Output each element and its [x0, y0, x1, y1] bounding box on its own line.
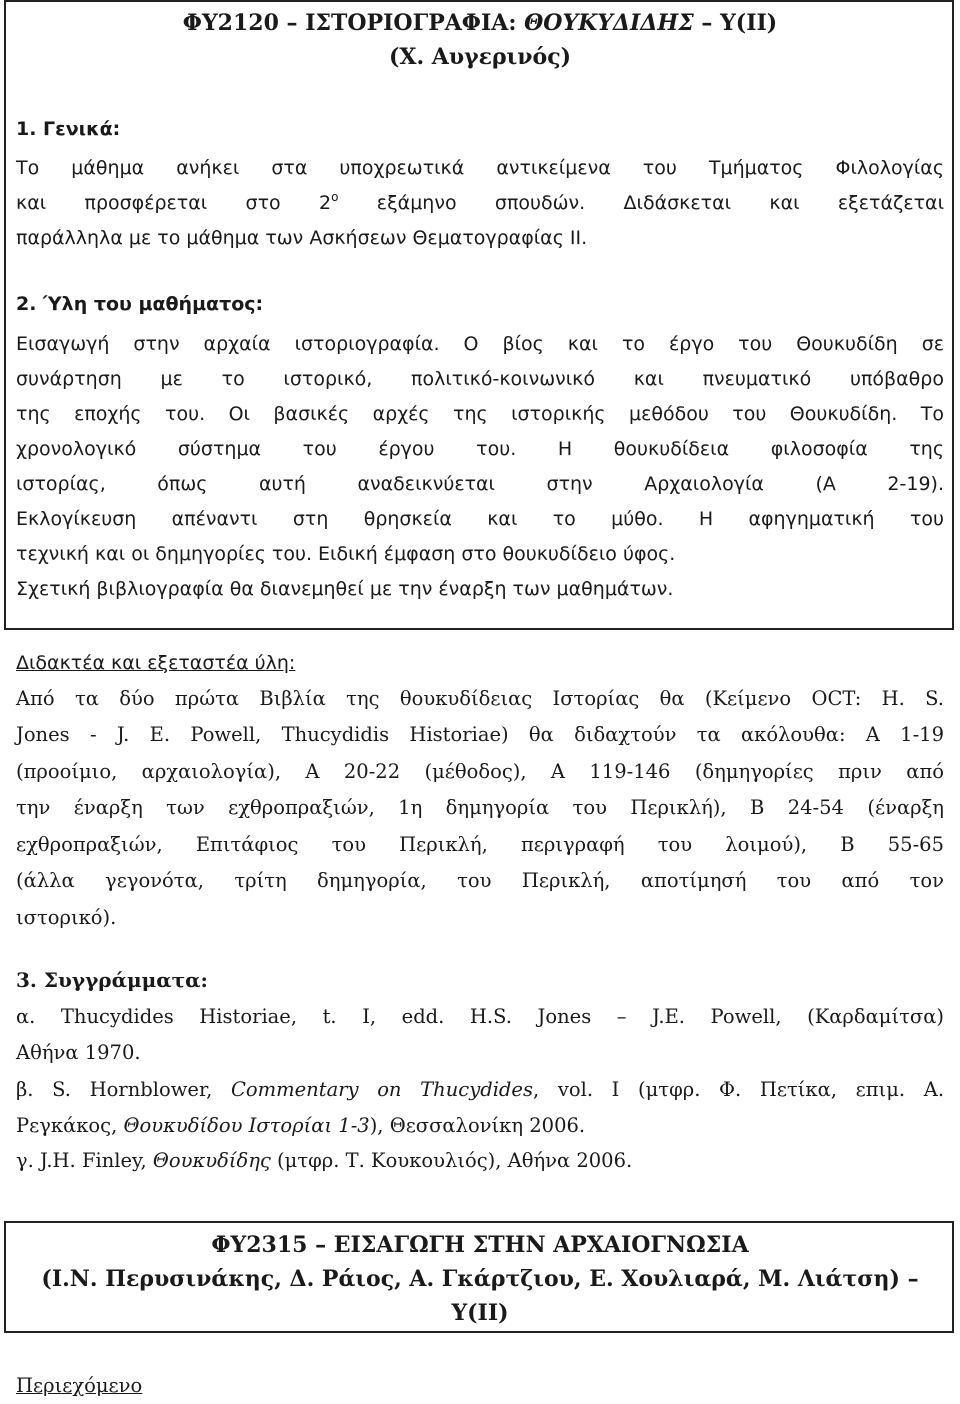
- course-2-semester: Υ(ΙΙ): [451, 1300, 509, 1326]
- section-2-heading: 2. Ύλη του μαθήματος:: [16, 293, 264, 315]
- syllabus-line: (άλλα γεγονότα, τρίτη δημηγορία, του Περικλή, αποτίμησή του από τον: [16, 869, 944, 892]
- section-1-line: Το μάθημα ανήκει στα υποχρεωτικά αντικείμενα του Τμήματος Φιλολογίας: [16, 157, 944, 179]
- course-2-instructors: (Ι.Ν. Περυσινάκης, Δ. Ράιος, Α. Γκάρτζιου, Ε. Χουλιαρά, Μ. Λιάτση) –: [41, 1266, 919, 1292]
- section-2-line: ιστορίας, όπως αυτή αναδεικνύεται στην Αρχαιολογία (Α 2-19).: [16, 473, 944, 495]
- syllabus-line: εχθροπραξιών, Επιτάφιος του Περικλή, περιγραφή του λοιμού), Β 55-65: [16, 833, 944, 856]
- reference-a: α. Thucydides Historiae, t. I, edd. H.S. Jones – J.E. Powell, (Καρδαμίτσα): [16, 1005, 944, 1028]
- section-2-line: Εκλογίκευση απέναντι στη θρησκεία και το μύθο. Η αφηγηματική του: [16, 508, 944, 530]
- reference-c: γ. J.H. Finley, Θουκυδίδης (μτφρ. Τ. Κουκουλιός), Αθήνα 2006.: [16, 1149, 633, 1172]
- section-2-line: Εισαγωγή στην αρχαία ιστοριογραφία. Ο βίος και το έργο του Θουκυδίδη σε: [16, 333, 944, 355]
- course-2-title: ΦΥ2315 – ΕΙΣΑΓΩΓΗ ΣΤΗΝ ΑΡΧΑΙΟΓΝΩΣΙΑ: [211, 1232, 749, 1258]
- syllabus-heading: Διδακτέα και εξεταστέα ύλη:: [16, 652, 296, 674]
- reference-b: β. S. Hornblower, Commentary on Thucydides, vol. I (μτφρ. Φ. Πετίκα, επιμ. Α.: [16, 1078, 945, 1101]
- section-1-heading: 1. Γενικά:: [16, 118, 121, 140]
- section-2-line: Σχετική βιβλιογραφία θα διανεμηθεί με την έναρξη των μαθημάτων.: [16, 578, 674, 600]
- section-2-line: της εποχής του. Οι βασικές αρχές της ιστορικής μεθόδου του Θουκυδίδη. Το: [16, 403, 944, 425]
- syllabus-line: (προοίμιο, αρχαιολογία), Α 20-22 (μέθοδος), Α 119-146 (δημηγορίες πριν από: [16, 760, 944, 783]
- section-2-line: χρονολογικό σύστημα του έργου του. Η θουκυδίδεια φιλοσοφία της: [16, 438, 944, 460]
- syllabus-line: την έναρξη των εχθροπραξιών, 1η δημηγορία του Περικλή), Β 24-54 (έναρξη: [16, 796, 944, 819]
- reference-a-cont: Αθήνα 1970.: [16, 1041, 141, 1064]
- section-3-heading: 3. Συγγράμματα:: [16, 968, 208, 992]
- syllabus-line: Jones - J. E. Powell, Thucydidis Historiae) θα διδαχτούν τα ακόλουθα: Α 1-19: [16, 723, 944, 746]
- syllabus-line: ιστορικό).: [16, 906, 117, 929]
- reference-b-cont: Ρεγκάκος, Θουκυδίδου Ιστορίαι 1-3), Θεσσαλονίκη 2006.: [16, 1114, 586, 1137]
- section-1-line: παράλληλα με το μάθημα των Ασκήσεων Θεματογραφίας ΙΙ.: [16, 227, 588, 249]
- section-1-line: και προσφέρεται στο $2^o$ εξάμηνο σπουδών. Διδάσκεται και εξετάζεται: [16, 190, 944, 214]
- section-2-line: συνάρτηση με το ιστορικό, πολιτικό-κοινωνικό και πνευματικό υπόβαθρο: [16, 368, 944, 390]
- section-2-line: τεχνική και οι δημηγορίες του. Ειδική έμφαση στο θουκυδίδειο ύφος.: [16, 543, 676, 565]
- contents-heading: Περιεχόμενο: [16, 1374, 143, 1397]
- course-1-instructor: (Χ. Αυγερινός): [388, 44, 572, 70]
- syllabus-line: Από τα δύο πρώτα Βιβλία της θουκυδίδειας Ιστορίας θα (Κείμενο OCT: H. S.: [16, 687, 944, 710]
- course-1-title: ΦΥ2120 – ΙΣΤΟΡΙΟΓΡΑΦΙΑ: ΘΟΥΚΥΔΙΔΗΣ – Υ(ΙΙ): [182, 10, 778, 36]
